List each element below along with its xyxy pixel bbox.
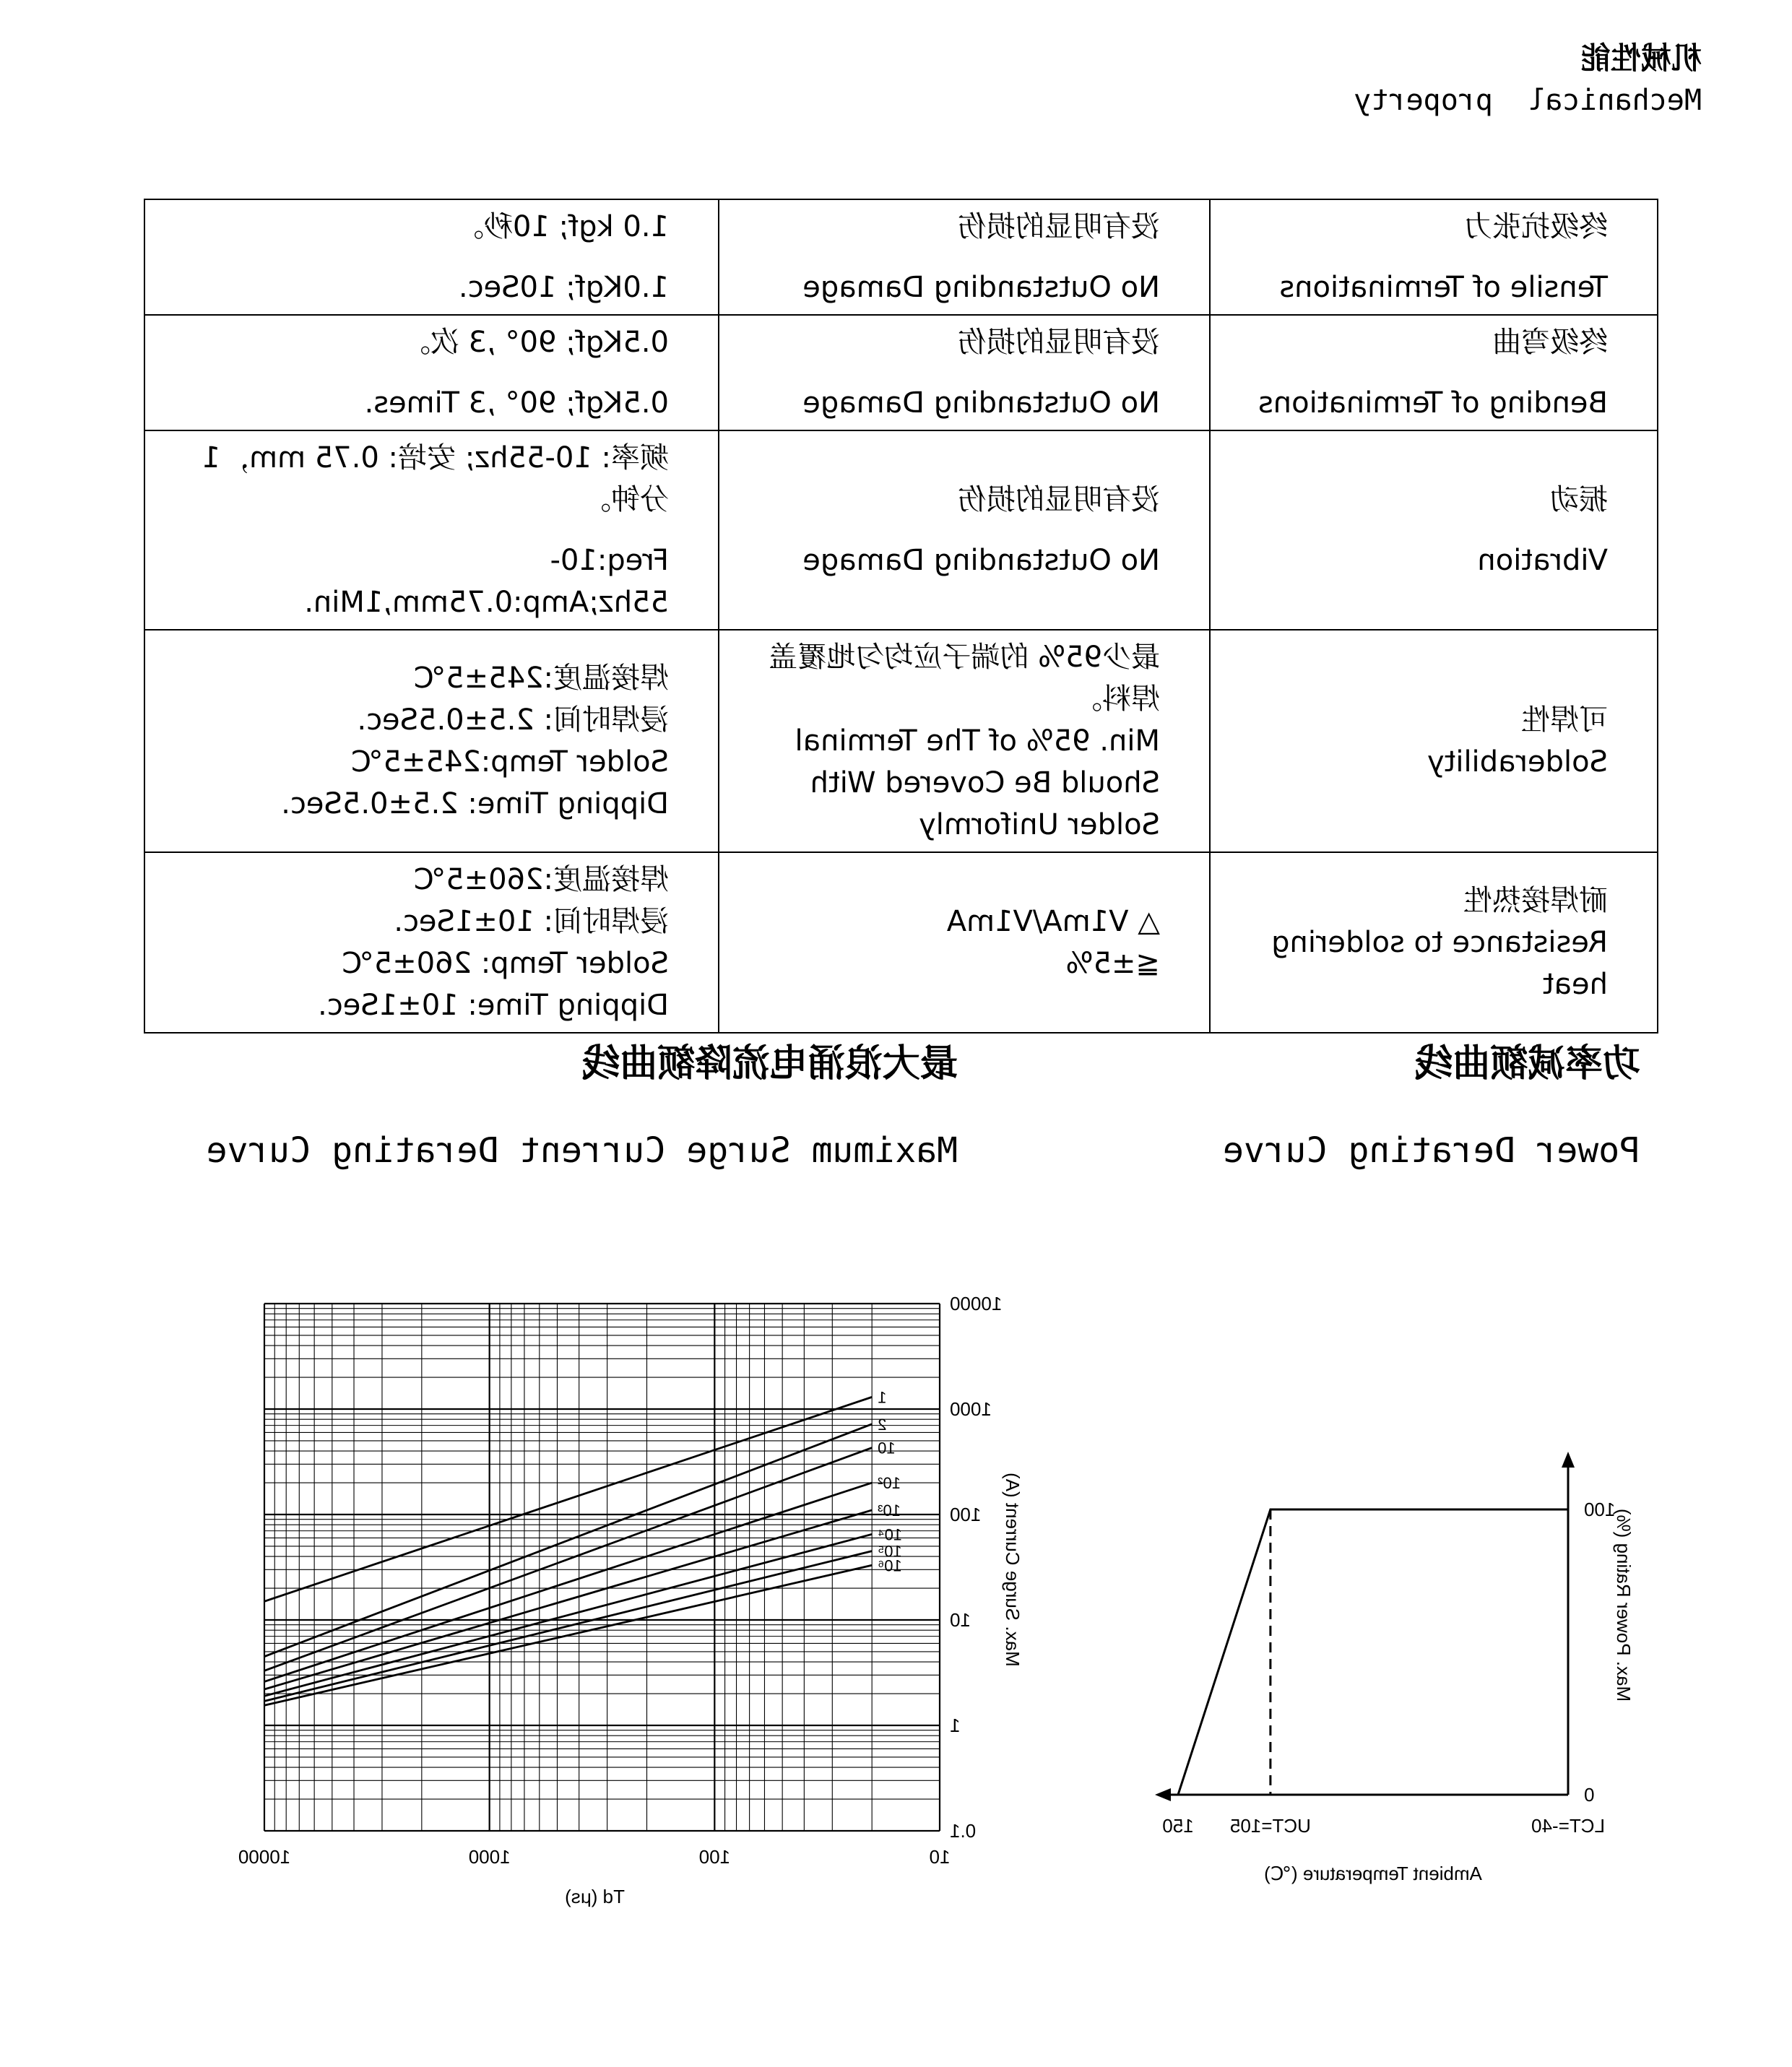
y-tick-label: 100 — [1584, 1499, 1616, 1520]
power-derating-title-en: Power Derating Curve — [1223, 1130, 1640, 1171]
page-header — [1354, 38, 1702, 121]
y-tick-label: 100 — [950, 1504, 982, 1525]
requirement-line: 没有明显的损伤 — [958, 326, 1160, 359]
series-line-1 — [264, 1397, 872, 1601]
requirement-line: 最少95% 的端子应均匀地覆盖焊料。 — [769, 641, 1160, 716]
power-derating-chart — [1142, 1430, 1648, 1892]
condition-line: 0.5Kgf; 90° ,3 Times. — [364, 386, 669, 420]
condition-line: 频率: 10-55hz; 安培: 0.75 mm，1 分钟。 — [202, 441, 669, 516]
series-line-2 — [264, 1424, 872, 1657]
series-label: 10⁵ — [878, 1542, 902, 1561]
test-item-zh: 可焊性 — [1521, 703, 1608, 737]
test-item-en: Solderability — [1427, 745, 1608, 779]
y-axis-label: Max. Power Rating (%) — [1613, 1508, 1635, 1702]
condition-cell — [144, 430, 719, 630]
series-line-5 — [264, 1510, 872, 1689]
series-label: 10 — [878, 1439, 896, 1457]
series-line-derating — [1178, 1509, 1568, 1795]
requirement-cell — [719, 630, 1210, 852]
requirement-line: 没有明显的损伤 — [958, 483, 1160, 516]
x-tick-label: LCT=-40 — [1531, 1815, 1605, 1837]
condition-line: 焊接温度:260±5℃ — [413, 863, 669, 896]
x-tick-label: 10000 — [238, 1846, 291, 1868]
y-tick-label: 10000 — [950, 1293, 1003, 1314]
test-item-en: Vibration — [1477, 544, 1608, 577]
x-tick-label: UCT=105 — [1229, 1815, 1311, 1837]
y-tick-label: 1000 — [950, 1398, 992, 1420]
test-item-en: Bending of Terminations — [1258, 386, 1608, 420]
condition-line: Dipping Time: 10±1Sec. — [318, 989, 669, 1022]
requirement-line: No Outstanding Damage — [802, 271, 1160, 304]
table-row — [144, 630, 1658, 852]
requirement-line: Min. 95% of The Terminal Should Be Covered With Solder Uniformly — [795, 724, 1160, 841]
series-line-8 — [264, 1565, 872, 1705]
y-axis-label: Max. Surge Current (A) — [1002, 1472, 1023, 1667]
series-label: 10⁶ — [878, 1556, 902, 1575]
condition-line: 浸焊时间: 2.5±0.5Sec. — [357, 703, 669, 737]
x-tick-label: 10 — [929, 1846, 951, 1868]
header-title-en: Mechanical property — [1354, 84, 1702, 117]
mechanical-property-table — [144, 199, 1658, 1034]
y-tick-label: 0.1 — [950, 1820, 977, 1842]
header-title-zh: 机械性能 — [1580, 40, 1702, 76]
condition-line: 浸焊时间: 10±1Sec. — [394, 905, 669, 938]
power-derating-title-zh: 功率减额曲线 — [1414, 1042, 1640, 1086]
test-item-zh: 终级抗张力 — [1463, 210, 1608, 243]
test-item-zh: 终级弯曲 — [1492, 326, 1608, 359]
x-tick-label: 100 — [698, 1846, 731, 1868]
test-item-zh: 振动 — [1550, 483, 1608, 516]
x-tick-label: 150 — [1162, 1815, 1194, 1837]
series-label: 10² — [878, 1474, 901, 1493]
surge-derating-title-en: Maximum Surge Current Derating Curve — [206, 1130, 958, 1171]
table-row — [144, 852, 1658, 1033]
test-item-en: Resistance to soldering heat — [1271, 926, 1608, 1001]
test-item-cell — [1210, 315, 1658, 430]
series-line-7 — [264, 1551, 872, 1702]
condition-line: 0.5Kgf; 90° ,3 次。 — [402, 326, 669, 359]
x-axis-label: Td (μs) — [565, 1886, 625, 1907]
test-item-cell — [1210, 199, 1658, 315]
table-row — [144, 315, 1658, 430]
requirement-cell — [719, 430, 1210, 630]
condition-cell — [144, 199, 719, 315]
condition-cell — [144, 630, 719, 852]
condition-line: Solder Temp:245±5℃ — [350, 745, 669, 779]
requirement-cell — [719, 852, 1210, 1033]
requirement-line: △ V1mA/V1mA — [946, 905, 1160, 938]
requirement-cell — [719, 315, 1210, 430]
y-tick-label: 0 — [1584, 1784, 1595, 1806]
y-tick-label: 10 — [950, 1609, 971, 1631]
series-label: 10⁴ — [878, 1525, 903, 1544]
y-tick-label: 1 — [950, 1715, 961, 1736]
test-item-zh: 耐焊接热性 — [1463, 884, 1608, 917]
x-axis-label: Ambient Temperature (℃) — [1264, 1863, 1482, 1884]
condition-cell — [144, 852, 719, 1033]
test-item-cell — [1210, 852, 1658, 1033]
table-body — [144, 199, 1658, 1033]
x-tick-label: 1000 — [468, 1846, 511, 1868]
condition-line: Solder Temp: 260±5℃ — [341, 947, 669, 980]
series-label: 2 — [878, 1415, 887, 1434]
x-axis-arrow — [1155, 1788, 1171, 1801]
table-row — [144, 430, 1658, 630]
y-axis-arrow — [1562, 1452, 1575, 1468]
condition-line: Freq:10-55hz;Amp:0.75mm,1Min. — [304, 544, 669, 619]
condition-line: 1.0 kgf; 10秒。 — [454, 210, 669, 243]
condition-line: 焊接温度:245±5℃ — [413, 662, 669, 695]
series-label: 1 — [878, 1388, 887, 1407]
condition-line: Dipping Time: 2.5±0.5Sec. — [281, 787, 669, 820]
surge-derating-title-zh: 最大浪涌电流降额曲线 — [581, 1042, 958, 1086]
condition-line: 1.0Kgf; 10Sec. — [458, 271, 669, 304]
surge-derating-chart — [196, 1282, 1026, 1907]
requirement-cell — [719, 199, 1210, 315]
condition-cell — [144, 315, 719, 430]
table-row — [144, 199, 1658, 315]
requirement-line: 没有明显的损伤 — [958, 210, 1160, 243]
test-item-cell — [1210, 430, 1658, 630]
series-label: 10³ — [878, 1501, 901, 1520]
requirement-line: No Outstanding Damage — [802, 544, 1160, 577]
requirement-line: No Outstanding Damage — [802, 386, 1160, 420]
test-item-en: Tensile of Terminations — [1279, 271, 1608, 304]
requirement-line: ≦±5% — [1065, 947, 1160, 980]
test-item-cell — [1210, 630, 1658, 852]
